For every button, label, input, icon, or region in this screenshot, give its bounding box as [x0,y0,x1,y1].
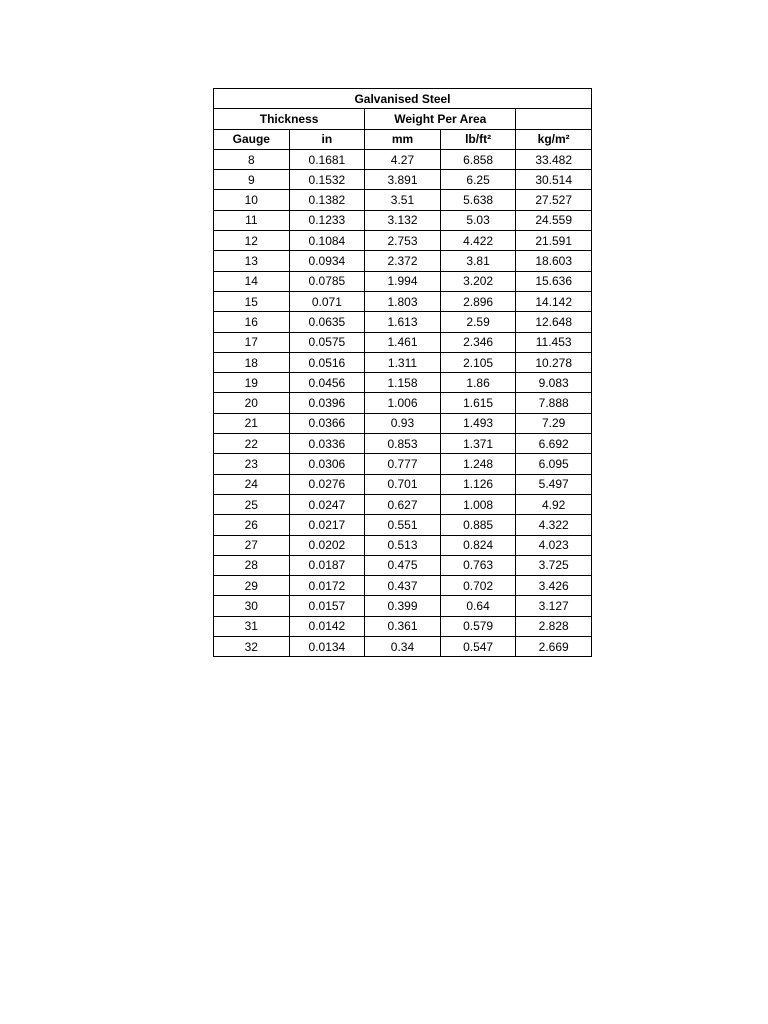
weight-kg-m2-cell: 4.322 [516,515,592,535]
weight-lb-ft2-cell: 1.248 [440,454,516,474]
thickness-in-cell: 0.0276 [289,474,365,494]
thickness-in-cell: 0.0396 [289,393,365,413]
thickness-mm-cell: 0.627 [365,494,441,514]
weight-kg-m2-cell: 24.559 [516,210,592,230]
weight-kg-m2-cell: 3.725 [516,555,592,575]
thickness-mm-cell: 3.51 [365,190,441,210]
weight-lb-ft2-cell: 4.422 [440,231,516,251]
table-row [214,555,592,575]
group-header-row [214,109,592,129]
table-row [214,190,592,210]
thickness-in-cell: 0.1681 [289,149,365,169]
table-row [214,413,592,433]
table-row [214,515,592,535]
weight-kg-m2-cell: 2.669 [516,637,592,657]
weight-lb-ft2-cell: 5.03 [440,210,516,230]
table-row [214,332,592,352]
thickness-mm-cell: 0.551 [365,515,441,535]
thickness-mm-cell: 0.399 [365,596,441,616]
weight-lb-ft2-cell: 3.202 [440,271,516,291]
weight-lb-ft2-cell: 0.702 [440,576,516,596]
table-title: Galvanised Steel [214,89,592,109]
weight-kg-m2-cell: 5.497 [516,474,592,494]
thickness-in-cell: 0.0336 [289,434,365,454]
thickness-mm-cell: 0.513 [365,535,441,555]
table-row [214,576,592,596]
gauge-cell: 28 [214,555,290,575]
weight-lb-ft2-cell: 6.858 [440,149,516,169]
table-row [214,231,592,251]
thickness-in-cell: 0.0516 [289,352,365,372]
gauge-cell: 12 [214,231,290,251]
table-row [214,616,592,636]
weight-kg-m2-cell: 3.127 [516,596,592,616]
column-header-mm: mm [365,129,441,149]
thickness-in-cell: 0.0306 [289,454,365,474]
thickness-in-cell: 0.071 [289,291,365,311]
weight-lb-ft2-cell: 1.126 [440,474,516,494]
weight-lb-ft2-cell: 1.615 [440,393,516,413]
table-row [214,352,592,372]
gauge-cell: 31 [214,616,290,636]
thickness-mm-cell: 1.613 [365,312,441,332]
weight-kg-m2-cell: 6.692 [516,434,592,454]
thickness-mm-cell: 2.753 [365,231,441,251]
weight-per-area-group-header: Weight Per Area [365,109,516,129]
table-row [214,494,592,514]
thickness-mm-cell: 0.777 [365,454,441,474]
thickness-in-cell: 0.0247 [289,494,365,514]
thickness-in-cell: 0.0217 [289,515,365,535]
thickness-in-cell: 0.0142 [289,616,365,636]
weight-kg-m2-cell: 15.636 [516,271,592,291]
table-row [214,210,592,230]
gauge-cell: 27 [214,535,290,555]
table-row [214,312,592,332]
weight-lb-ft2-cell: 0.885 [440,515,516,535]
weight-kg-m2-cell: 21.591 [516,231,592,251]
thickness-in-cell: 0.0785 [289,271,365,291]
weight-lb-ft2-cell: 1.86 [440,373,516,393]
thickness-mm-cell: 3.132 [365,210,441,230]
thickness-mm-cell: 0.475 [365,555,441,575]
table-row [214,291,592,311]
weight-lb-ft2-cell: 0.579 [440,616,516,636]
gauge-cell: 29 [214,576,290,596]
column-header-kg-m2: kg/m² [516,129,592,149]
weight-lb-ft2-cell: 3.81 [440,251,516,271]
weight-kg-m2-cell: 10.278 [516,352,592,372]
weight-lb-ft2-cell: 2.896 [440,291,516,311]
gauge-cell: 13 [214,251,290,271]
column-header-lb-ft2: lb/ft² [440,129,516,149]
thickness-mm-cell: 0.437 [365,576,441,596]
table-row [214,373,592,393]
empty-group-header-cell [516,109,592,129]
thickness-in-cell: 0.1382 [289,190,365,210]
gauge-cell: 14 [214,271,290,291]
gauge-cell: 26 [214,515,290,535]
gauge-cell: 17 [214,332,290,352]
thickness-mm-cell: 4.27 [365,149,441,169]
table-row [214,637,592,657]
table-row [214,454,592,474]
gauge-cell: 24 [214,474,290,494]
weight-kg-m2-cell: 30.514 [516,170,592,190]
thickness-mm-cell: 1.461 [365,332,441,352]
weight-lb-ft2-cell: 2.59 [440,312,516,332]
table-row [214,170,592,190]
thickness-mm-cell: 1.006 [365,393,441,413]
table-row [214,251,592,271]
thickness-in-cell: 0.0134 [289,637,365,657]
table-row [214,149,592,169]
thickness-mm-cell: 0.93 [365,413,441,433]
weight-kg-m2-cell: 4.92 [516,494,592,514]
gauge-cell: 32 [214,637,290,657]
thickness-in-cell: 0.0157 [289,596,365,616]
weight-lb-ft2-cell: 1.371 [440,434,516,454]
thickness-in-cell: 0.0187 [289,555,365,575]
weight-kg-m2-cell: 7.29 [516,413,592,433]
table-row [214,393,592,413]
column-header-row [214,129,592,149]
gauge-cell: 11 [214,210,290,230]
column-header-in: in [289,129,365,149]
thickness-mm-cell: 2.372 [365,251,441,271]
thickness-in-cell: 0.0202 [289,535,365,555]
thickness-in-cell: 0.1233 [289,210,365,230]
table-row [214,271,592,291]
weight-lb-ft2-cell: 0.824 [440,535,516,555]
gauge-cell: 23 [214,454,290,474]
gauge-cell: 20 [214,393,290,413]
gauge-cell: 30 [214,596,290,616]
thickness-in-cell: 0.1532 [289,170,365,190]
table-row [214,596,592,616]
weight-lb-ft2-cell: 1.008 [440,494,516,514]
weight-kg-m2-cell: 9.083 [516,373,592,393]
thickness-in-cell: 0.0456 [289,373,365,393]
thickness-mm-cell: 1.158 [365,373,441,393]
gauge-cell: 19 [214,373,290,393]
thickness-mm-cell: 3.891 [365,170,441,190]
thickness-in-cell: 0.0934 [289,251,365,271]
weight-kg-m2-cell: 7.888 [516,393,592,413]
weight-kg-m2-cell: 18.603 [516,251,592,271]
gauge-cell: 22 [214,434,290,454]
weight-lb-ft2-cell: 1.493 [440,413,516,433]
thickness-group-header: Thickness [214,109,365,129]
gauge-cell: 15 [214,291,290,311]
weight-lb-ft2-cell: 5.638 [440,190,516,210]
weight-kg-m2-cell: 14.142 [516,291,592,311]
table-row [214,474,592,494]
thickness-mm-cell: 1.311 [365,352,441,372]
weight-lb-ft2-cell: 0.64 [440,596,516,616]
weight-kg-m2-cell: 6.095 [516,454,592,474]
gauge-cell: 21 [214,413,290,433]
thickness-in-cell: 0.1084 [289,231,365,251]
weight-kg-m2-cell: 2.828 [516,616,592,636]
weight-kg-m2-cell: 12.648 [516,312,592,332]
table-row [214,434,592,454]
weight-kg-m2-cell: 27.527 [516,190,592,210]
thickness-mm-cell: 1.994 [365,271,441,291]
thickness-in-cell: 0.0635 [289,312,365,332]
weight-lb-ft2-cell: 2.105 [440,352,516,372]
thickness-mm-cell: 0.34 [365,637,441,657]
thickness-mm-cell: 0.853 [365,434,441,454]
gauge-cell: 9 [214,170,290,190]
thickness-in-cell: 0.0172 [289,576,365,596]
weight-kg-m2-cell: 4.023 [516,535,592,555]
gauge-cell: 8 [214,149,290,169]
table-row [214,535,592,555]
weight-lb-ft2-cell: 2.346 [440,332,516,352]
column-header-gauge: Gauge [214,129,290,149]
gauge-cell: 18 [214,352,290,372]
weight-kg-m2-cell: 3.426 [516,576,592,596]
weight-lb-ft2-cell: 0.763 [440,555,516,575]
galvanised-steel-table [213,88,592,657]
gauge-cell: 16 [214,312,290,332]
weight-lb-ft2-cell: 6.25 [440,170,516,190]
weight-lb-ft2-cell: 0.547 [440,637,516,657]
thickness-in-cell: 0.0575 [289,332,365,352]
thickness-in-cell: 0.0366 [289,413,365,433]
thickness-mm-cell: 0.361 [365,616,441,636]
thickness-mm-cell: 0.701 [365,474,441,494]
title-row [214,89,592,109]
gauge-cell: 10 [214,190,290,210]
weight-kg-m2-cell: 33.482 [516,149,592,169]
table-body [214,89,592,657]
thickness-mm-cell: 1.803 [365,291,441,311]
weight-kg-m2-cell: 11.453 [516,332,592,352]
gauge-cell: 25 [214,494,290,514]
